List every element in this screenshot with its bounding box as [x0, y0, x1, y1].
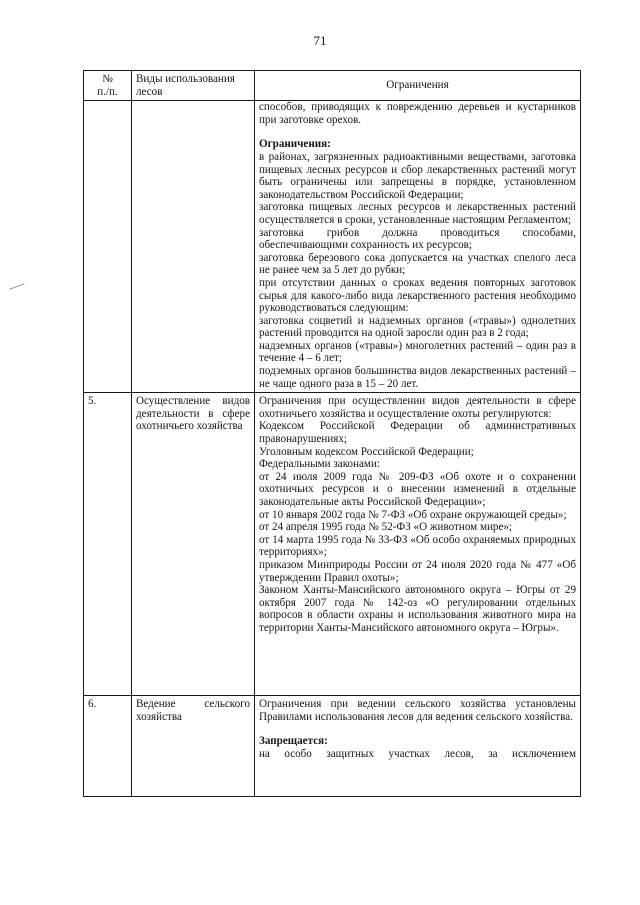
limit-paragraph: от 24 июля 2009 года № 209-ФЗ «Об охоте и о сохранении охотничьих ресурсов и о внесении изменений в отдельные законодательные акты Российской Федерации»; — [259, 470, 576, 508]
limit-paragraph: Уголовным кодексом Российской Федерации; — [259, 445, 474, 458]
row-number: 6. — [84, 696, 132, 797]
limit-paragraph: способов, приводящих к повреждению деревьев и кустарников при заготовке орехов. — [259, 101, 576, 126]
limit-paragraph: Ограничения при осуществлении видов деятельности в сфере охотничьего хозяйства и осуществление охоты регулируются: — [259, 395, 576, 420]
header-num: № п./п. — [84, 71, 132, 101]
limit-paragraph: Кодексом Российской Федерации об административных правонарушениях; — [259, 420, 576, 446]
limit-paragraph: от 24 апреля 1995 года № 52-ФЗ «О животном мире»; — [259, 521, 512, 534]
row-limits — [255, 393, 581, 696]
limit-paragraph: Законом Ханты-Мансийского автономного округа – Югры от 29 октября 2007 года № 142-оз «О регулировании отдельных вопросов в области охраны и использования животного мира на территории Ханты-Мансийского автономного округа – Югры». — [259, 584, 576, 634]
limit-paragraph: Ограничения при ведении сельского хозяйства установлены Правилами использования лесов для ведения сельского хозяйства. — [259, 698, 576, 723]
limit-paragraph: в районах, загрязненных радиоактивными веществами, заготовка пищевых лесных ресурсов и сбор лекарственных растений могут быть ограничены или запрещены в порядке, установленном законодательством Российской Федерации; — [259, 150, 576, 201]
table-header-row — [84, 71, 581, 101]
limit-paragraph: заготовка соцветий и надземных органов («травы») однолетних растений проводится на одной заросли один раз в 2 года; — [259, 314, 576, 340]
row-kind: Ведение сельского хозяйства — [132, 696, 255, 797]
table-row — [84, 101, 581, 393]
limit-paragraph: приказом Минприроды России от 24 июля 2020 года № 477 «Об утверждении Правил охоты»; — [259, 558, 576, 584]
limit-paragraph: Федеральными законами: — [259, 458, 380, 471]
table-row — [84, 393, 581, 696]
header-limits: Ограничения — [255, 71, 581, 101]
row-kind: Осуществление видов деятельности в сфере охотничьего хозяйства — [132, 393, 255, 696]
row-limits — [255, 101, 581, 393]
spacer — [259, 723, 576, 735]
limit-paragraph: подземных органов большинства видов лекарственных растений – не чаще одного раза в 15 – 20 лет. — [259, 365, 576, 390]
row-kind — [132, 101, 255, 393]
regulations-table — [83, 70, 581, 797]
limit-paragraph: заготовка грибов должна проводиться способами, обеспечивающими сохранность их ресурсов; — [259, 226, 576, 252]
header-kind: Виды использования лесов — [132, 71, 255, 101]
limit-paragraph: от 14 марта 1995 года № 33-ФЗ «Об особо охраняемых природных территориях»; — [259, 533, 576, 559]
row-number — [84, 101, 132, 393]
limit-paragraph: от 10 января 2002 года № 7-ФЗ «Об охране окружающей среды»; — [259, 508, 567, 521]
limits-heading: Ограничения: — [259, 138, 331, 151]
limit-paragraph: заготовка березового сока допускается на участках спелого леса не ранее чем за 5 лет до рубки; — [259, 251, 576, 277]
spacer — [259, 126, 576, 138]
row-limits — [255, 696, 581, 797]
limit-paragraph: на особо защитных участках лесов, за исключением — [259, 748, 576, 761]
table-row — [84, 696, 581, 797]
limit-paragraph: при отсутствии данных о сроках ведения повторных заготовок сырья для какого-либо вида лекарственного растения необходимо руководствоваться следующим: — [259, 276, 576, 315]
limit-paragraph: надземных органов («травы») многолетних растений – один раз в течение 4 – 6 лет; — [259, 339, 576, 365]
page-number: 71 — [313, 33, 327, 48]
scan-mark — [9, 283, 24, 289]
prohibitions-heading: Запрещается: — [259, 735, 328, 748]
row-number: 5. — [84, 393, 132, 696]
limit-paragraph: заготовка пищевых лесных ресурсов и лекарственных растений осуществляется в сроки, установленные настоящим Регламентом; — [259, 201, 576, 226]
